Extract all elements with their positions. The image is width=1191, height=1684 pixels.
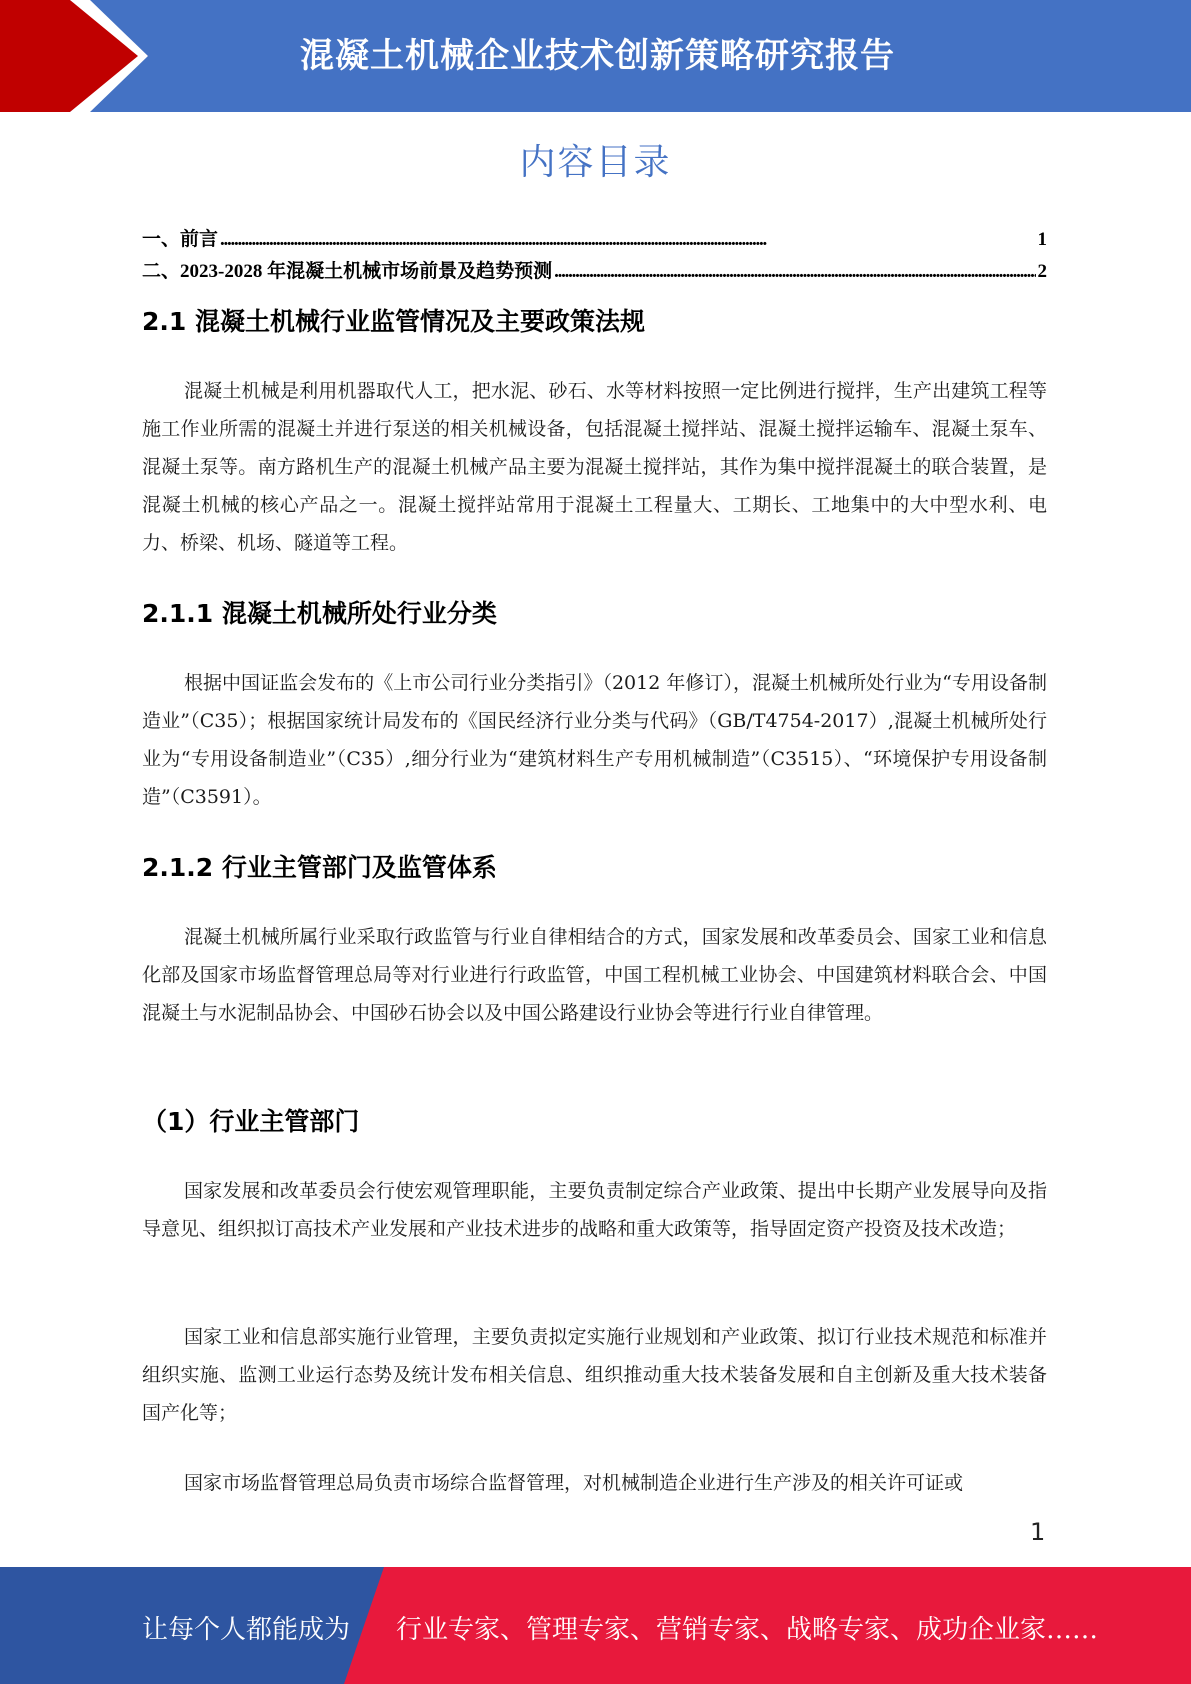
table-of-contents xyxy=(142,224,1047,288)
page-number: 1 xyxy=(1030,1518,1046,1546)
toc-leader-dots xyxy=(554,261,1035,283)
toc-entry-page: 1 xyxy=(1037,229,1047,250)
toc-entry-label: 一、前言 xyxy=(142,229,219,250)
section-2-1-2-paragraph: 混凝土机械所属行业采取行政监管与行业自律相结合的方式，国家发展和改革委员会、国家工业和信息化部及国家市场监督管理总局等对行业进行行政监管，中国工程机械工业协会、中国建筑材料联合会、中国混凝土与水泥制品协会、中国砂石协会以及中国公路建设行业协会等进行行业自律管理。 xyxy=(142,926,1047,1024)
section-2-1-1-paragraph: 根据中国证监会发布的《上市公司行业分类指引》（2012 年修订），混凝土机械所处行业为“专用设备制造业”（C35）；根据国家统计局发布的《国民经济行业分类与代码》（GB/T4754-2017）,混凝土机械所处行业为“专用设备制造业”（C35）,细分行业为“建筑材料生产专用机械制造”（C3515）、“环境保护专用设备制造”（C3591）。 xyxy=(142,672,1047,808)
toc-leader-dots xyxy=(220,229,1035,251)
subsection-1-paragraph-3: 国家市场监督管理总局负责市场综合监督管理，对机械制造企业进行生产涉及的相关许可证或 xyxy=(184,1472,964,1494)
toc-entry-label: 二、2023-2028 年混凝土机械市场前景及趋势预测 xyxy=(142,261,553,282)
toc-entry-page: 2 xyxy=(1037,261,1047,282)
toc-title: 内容目录 xyxy=(519,142,672,183)
page-header xyxy=(0,0,1191,112)
footer-slogan-left: 让每个人都能成为 xyxy=(142,1615,351,1645)
section-heading-2-1: 2.1 混凝土机械行业监管情况及主要政策法规 xyxy=(142,307,645,336)
footer-slogan-right: 行业专家、管理专家、营销专家、战略专家、成功企业家…… xyxy=(396,1615,1099,1645)
page-footer xyxy=(0,1567,1191,1684)
section-heading-2-1-1: 2.1.1 混凝土机械所处行业分类 xyxy=(142,599,497,628)
section-heading-2-1-2: 2.1.2 行业主管部门及监管体系 xyxy=(142,853,497,882)
section-2-1-paragraph: 混凝土机械是利用机器取代人工，把水泥、砂石、水等材料按照一定比例进行搅拌，生产出建筑工程等施工作业所需的混凝土并进行泵送的相关机械设备，包括混凝土搅拌站、混凝土搅拌运输车、混凝土泵车、混凝土泵等。南方路机生产的混凝土机械产品主要为混凝土搅拌站，其作为集中搅拌混凝土的联合装置，是混凝土机械的核心产品之一。混凝土搅拌站常用于混凝土工程量大、工期长、工地集中的大中型水利、电力、桥梁、机场、隧道等工程。 xyxy=(142,380,1047,554)
subsection-1-paragraph-2: 国家工业和信息部实施行业管理，主要负责拟定实施行业规划和产业政策、拟订行业技术规范和标准并组织实施、监测工业运行态势及统计发布相关信息、组织推动重大技术装备发展和自主创新及重大技术装备国产化等； xyxy=(142,1326,1047,1424)
toc-entry[interactable] xyxy=(142,256,1047,288)
report-title: 混凝土机械企业技术创新策略研究报告 xyxy=(300,36,895,76)
subsection-1-paragraph-1: 国家发展和改革委员会行使宏观管理职能，主要负责制定综合产业政策、提出中长期产业发展导向及指导意见、组织拟订高技术产业发展和产业技术进步的战略和重大政策等，指导固定资产投资及技术改造； xyxy=(142,1180,1047,1240)
subsection-heading-1: （1）行业主管部门 xyxy=(142,1107,360,1136)
toc-entry[interactable] xyxy=(142,224,1047,256)
